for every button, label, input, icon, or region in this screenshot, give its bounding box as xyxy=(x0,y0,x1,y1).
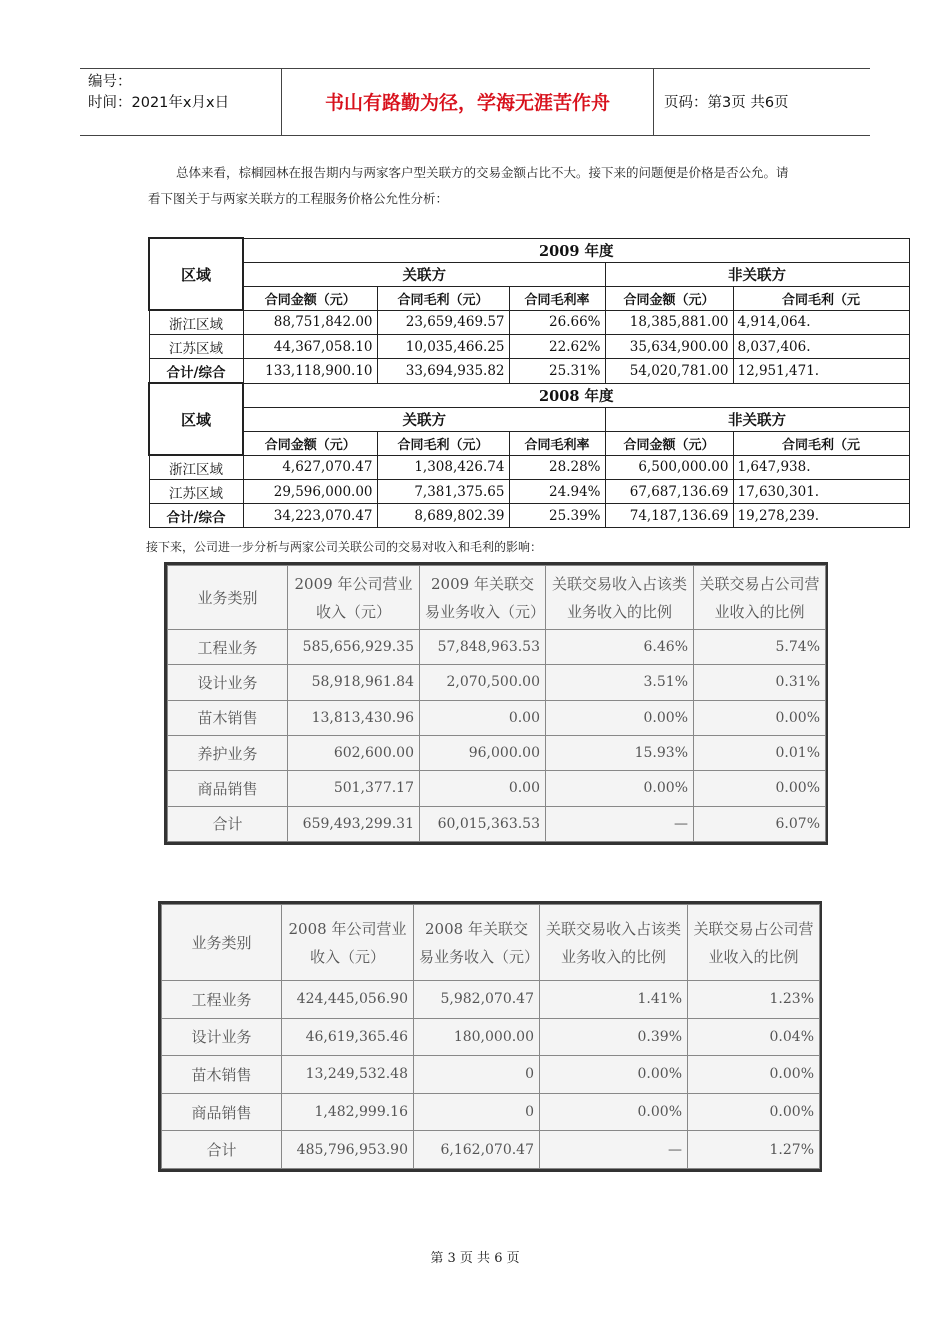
col-header-profit-margin: 合同毛利率 xyxy=(509,286,605,310)
col-header-profit-margin: 合同毛利率 xyxy=(509,431,605,455)
col-header-category: 业务类别 xyxy=(168,566,288,630)
value-cell: 13,249,532.48 xyxy=(282,1056,414,1094)
header-meta xyxy=(80,69,282,135)
col-header-contract-amount: 合同金额（元） xyxy=(605,431,733,455)
value-cell: 6.46% xyxy=(546,630,694,665)
region-cell: 江苏区域 xyxy=(149,335,243,359)
col-header-contract-profit: 合同毛利（元） xyxy=(377,286,509,310)
value-cell: 0.00% xyxy=(688,1093,820,1131)
header-page-number: 页码：第3页 共6页 xyxy=(664,95,789,111)
category-cell: 设计业务 xyxy=(162,1018,282,1056)
non-related-party-header: 非关联方 xyxy=(605,262,909,286)
col-header-contract-amount: 合同金额（元） xyxy=(605,286,733,310)
area-header: 区域 xyxy=(149,238,243,310)
table-row xyxy=(168,630,826,665)
year-header-2008: 2008 年度 xyxy=(243,383,909,407)
intro-line-1: 总体来看，棕榈园林在报告期内与两家客户型关联方的交易金额占比不大。接下来的问题便是价格是否公允。请 xyxy=(176,165,789,180)
value-cell: 25.31% xyxy=(509,359,605,384)
value-cell: 44,367,058.10 xyxy=(243,335,377,359)
value-cell: 4,914,064. xyxy=(733,310,909,335)
col-header-contract-amount: 合同金额（元） xyxy=(243,286,377,310)
value-cell: 1,308,426.74 xyxy=(377,455,509,480)
value-cell: 74,187,136.69 xyxy=(605,504,733,528)
value-cell: 0.01% xyxy=(694,735,826,770)
value-cell: 0.00 xyxy=(420,771,546,806)
value-cell: 34,223,070.47 xyxy=(243,504,377,528)
value-cell: 659,493,299.31 xyxy=(288,806,420,841)
revenue-table-2009 xyxy=(164,562,828,845)
table-row xyxy=(168,735,826,770)
value-cell: 23,659,469.57 xyxy=(377,310,509,335)
col-header-contract-profit: 合同毛利（元） xyxy=(377,431,509,455)
value-cell: 6,500,000.00 xyxy=(605,455,733,480)
value-cell: 13,813,430.96 xyxy=(288,700,420,735)
value-cell: 2,070,500.00 xyxy=(420,665,546,700)
col-header-related-revenue: 2009 年关联交易业务收入（元） xyxy=(420,566,546,630)
value-cell: 7,381,375.65 xyxy=(377,480,509,504)
value-cell: 54,020,781.00 xyxy=(605,359,733,384)
value-cell: 0.00 xyxy=(420,700,546,735)
value-cell: 0.00% xyxy=(540,1056,688,1094)
col-header-ratio-category: 关联交易收入占该类业务收入的比例 xyxy=(540,905,688,981)
value-cell: 6.07% xyxy=(694,806,826,841)
value-cell: 35,634,900.00 xyxy=(605,335,733,359)
category-cell: 工程业务 xyxy=(162,981,282,1019)
table-row xyxy=(162,981,820,1019)
value-cell: 1.23% xyxy=(688,981,820,1019)
value-cell: — xyxy=(540,1131,688,1169)
price-fairness-table xyxy=(148,237,860,526)
region-cell: 江苏区域 xyxy=(149,480,243,504)
value-cell: 485,796,953.90 xyxy=(282,1131,414,1169)
region-cell: 浙江区域 xyxy=(149,455,243,480)
value-cell: 0.00% xyxy=(688,1056,820,1094)
table-row xyxy=(168,771,826,806)
table-row xyxy=(149,504,909,528)
value-cell: 19,278,239. xyxy=(733,504,909,528)
table-row xyxy=(149,335,909,359)
value-cell: 96,000.00 xyxy=(420,735,546,770)
table-row xyxy=(162,1131,820,1169)
category-cell: 合计 xyxy=(162,1131,282,1169)
category-cell: 苗木销售 xyxy=(168,700,288,735)
value-cell: 88,751,842.00 xyxy=(243,310,377,335)
value-cell: 26.66% xyxy=(509,310,605,335)
category-cell: 商品销售 xyxy=(162,1093,282,1131)
col-header-related-revenue: 2008 年关联交易业务收入（元） xyxy=(414,905,540,981)
category-cell: 苗木销售 xyxy=(162,1056,282,1094)
value-cell: 5.74% xyxy=(694,630,826,665)
year-header-2009: 2009 年度 xyxy=(243,238,909,262)
col-header-company-revenue: 2009 年公司营业收入（元） xyxy=(288,566,420,630)
category-cell: 工程业务 xyxy=(168,630,288,665)
analysis-intro-text: 接下来，公司进一步分析与两家公司关联公司的交易对收入和毛利的影响： xyxy=(146,540,543,554)
value-cell: 33,694,935.82 xyxy=(377,359,509,384)
value-cell: 29,596,000.00 xyxy=(243,480,377,504)
revenue-table-2008 xyxy=(158,901,822,1172)
col-header-contract-profit: 合同毛利（元 xyxy=(733,431,909,455)
value-cell: 0 xyxy=(414,1093,540,1131)
category-cell: 养护业务 xyxy=(168,735,288,770)
table-row xyxy=(162,1056,820,1094)
value-cell: 424,445,056.90 xyxy=(282,981,414,1019)
table-row xyxy=(149,359,909,384)
value-cell: 58,918,961.84 xyxy=(288,665,420,700)
category-cell: 合计 xyxy=(168,806,288,841)
col-header-ratio-company: 关联交易占公司营业收入的比例 xyxy=(688,905,820,981)
value-cell: — xyxy=(546,806,694,841)
value-cell: 17,630,301. xyxy=(733,480,909,504)
col-header-ratio-company: 关联交易占公司营业收入的比例 xyxy=(694,566,826,630)
value-cell: 12,951,471. xyxy=(733,359,909,384)
table-row xyxy=(162,1018,820,1056)
value-cell: 0.39% xyxy=(540,1018,688,1056)
value-cell: 0 xyxy=(414,1056,540,1094)
related-party-header: 关联方 xyxy=(243,407,605,431)
col-header-company-revenue: 2008 年公司营业收入（元） xyxy=(282,905,414,981)
value-cell: 10,035,466.25 xyxy=(377,335,509,359)
value-cell: 1,647,938. xyxy=(733,455,909,480)
value-cell: 0.00% xyxy=(546,771,694,806)
value-cell: 0.04% xyxy=(688,1018,820,1056)
area-header: 区域 xyxy=(149,383,243,455)
value-cell: 24.94% xyxy=(509,480,605,504)
value-cell: 67,687,136.69 xyxy=(605,480,733,504)
value-cell: 1,482,999.16 xyxy=(282,1093,414,1131)
value-cell: 6,162,070.47 xyxy=(414,1131,540,1169)
value-cell: 501,377.17 xyxy=(288,771,420,806)
value-cell: 1.41% xyxy=(540,981,688,1019)
table-row xyxy=(149,480,909,504)
document-time-label: 时间：2021年x月x日 xyxy=(88,95,230,111)
table-row xyxy=(168,700,826,735)
value-cell: 8,037,406. xyxy=(733,335,909,359)
document-number-label: 编号： xyxy=(88,74,132,90)
value-cell: 1.27% xyxy=(688,1131,820,1169)
value-cell: 602,600.00 xyxy=(288,735,420,770)
value-cell: 0.31% xyxy=(694,665,826,700)
related-party-header: 关联方 xyxy=(243,262,605,286)
col-header-ratio-category: 关联交易收入占该类业务收入的比例 xyxy=(546,566,694,630)
region-cell: 浙江区域 xyxy=(149,310,243,335)
value-cell: 22.62% xyxy=(509,335,605,359)
col-header-contract-profit: 合同毛利（元 xyxy=(733,286,909,310)
value-cell: 57,848,963.53 xyxy=(420,630,546,665)
value-cell: 18,385,881.00 xyxy=(605,310,733,335)
total-cell: 合计/综合 xyxy=(149,359,243,384)
col-header-category: 业务类别 xyxy=(162,905,282,981)
value-cell: 4,627,070.47 xyxy=(243,455,377,480)
value-cell: 28.28% xyxy=(509,455,605,480)
value-cell: 133,118,900.10 xyxy=(243,359,377,384)
page-footer: 第 3 页 共 6 页 xyxy=(430,1251,520,1266)
value-cell: 0.00% xyxy=(546,700,694,735)
table-row xyxy=(162,1093,820,1131)
value-cell: 3.51% xyxy=(546,665,694,700)
table-row xyxy=(149,455,909,480)
col-header-contract-amount: 合同金额（元） xyxy=(243,431,377,455)
value-cell: 8,689,802.39 xyxy=(377,504,509,528)
value-cell: 60,015,363.53 xyxy=(420,806,546,841)
value-cell: 25.39% xyxy=(509,504,605,528)
table-row xyxy=(168,806,826,841)
value-cell: 0.00% xyxy=(540,1093,688,1131)
table-row xyxy=(168,665,826,700)
value-cell: 0.00% xyxy=(694,700,826,735)
value-cell: 15.93% xyxy=(546,735,694,770)
value-cell: 180,000.00 xyxy=(414,1018,540,1056)
category-cell: 设计业务 xyxy=(168,665,288,700)
category-cell: 商品销售 xyxy=(168,771,288,806)
non-related-party-header: 非关联方 xyxy=(605,407,909,431)
page-header xyxy=(80,68,870,136)
value-cell: 5,982,070.47 xyxy=(414,981,540,1019)
intro-line-2: 看下图关于与两家关联方的工程服务价格公允性分析： xyxy=(148,191,449,206)
value-cell: 585,656,929.35 xyxy=(288,630,420,665)
value-cell: 46,619,365.46 xyxy=(282,1018,414,1056)
header-motto: 书山有路勤为径，学海无涯苦作舟 xyxy=(282,69,654,135)
total-cell: 合计/综合 xyxy=(149,504,243,528)
table-row xyxy=(149,310,909,335)
value-cell: 0.00% xyxy=(694,771,826,806)
